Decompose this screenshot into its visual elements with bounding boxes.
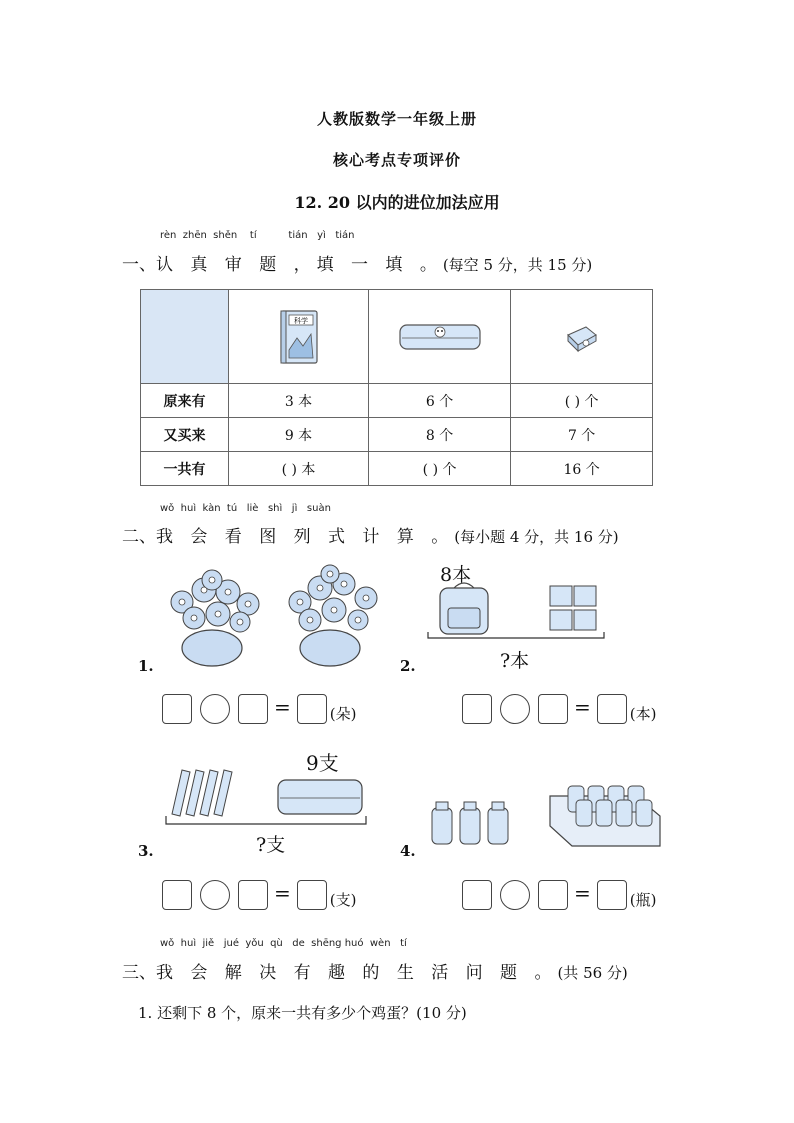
row-label: 一共有: [141, 452, 229, 486]
label-top: 8本: [440, 564, 472, 586]
flower-pots-illustration: [160, 562, 380, 668]
question-number: 1.: [138, 1004, 153, 1022]
row-label: 又买来: [141, 418, 229, 452]
answer-blank[interactable]: ( ) 个: [368, 452, 510, 486]
cell: 8 个: [368, 418, 510, 452]
book-label: 科学: [293, 316, 308, 325]
title-topic: 12. 20 以内的进位加法应用: [294, 193, 500, 212]
answer-box[interactable]: [297, 880, 327, 910]
section3-title: 我 会 解 决 有 趣 的 生 活 问 题 。: [156, 963, 558, 983]
answer-box[interactable]: [462, 880, 492, 910]
row-label: 原来有: [141, 384, 229, 418]
pencils-case-illustration: [160, 762, 375, 832]
section3-note: (共 56 分): [557, 964, 628, 982]
title-assessment: 核心考点专项评价: [332, 151, 461, 169]
section2-pinyin: wǒ huì kàn tú liè shì jì suàn: [160, 503, 331, 514]
equation-row-4: [462, 878, 656, 910]
equals-sign: =: [574, 695, 591, 719]
answer-box[interactable]: [597, 880, 627, 910]
equation-row-2: [462, 692, 656, 724]
answer-box[interactable]: [297, 694, 327, 724]
unit-label: (瓶): [629, 891, 657, 909]
answer-box[interactable]: [162, 694, 192, 724]
cell: 9 本: [229, 418, 369, 452]
operator-circle[interactable]: [500, 880, 530, 910]
problem-number: 1.: [138, 657, 154, 675]
section1-pinyin: rèn zhēn shěn tí tián yì tián: [160, 230, 355, 241]
equals-sign: =: [274, 881, 291, 905]
table-col-book: [229, 290, 369, 384]
label-bottom: ?本: [500, 650, 530, 672]
bottles-box-illustration: [426, 776, 666, 856]
section2-prefix: 二、: [122, 527, 156, 547]
question-text: 还剩下 8 个，原来一共有多少个鸡蛋？(10 分): [157, 1004, 467, 1022]
unit-label: (支): [329, 891, 357, 909]
answer-box[interactable]: [597, 694, 627, 724]
title-textbook: 人教版数学一年级上册: [316, 110, 477, 128]
problem-number: 3.: [138, 842, 154, 860]
table-col-pencilcase: [368, 290, 510, 384]
answer-blank[interactable]: ( ) 本: [229, 452, 369, 486]
answer-box[interactable]: [238, 694, 268, 724]
question-1: [138, 1002, 467, 1023]
section2-title: 我 会 看 图 列 式 计 算 。: [156, 527, 455, 547]
section1-title: 认 真 审 题 ，填 一 填 。: [156, 255, 443, 275]
sharpener-icon: [562, 321, 602, 353]
operator-circle[interactable]: [500, 694, 530, 724]
answer-blank[interactable]: ( ) 个: [511, 384, 653, 418]
equals-sign: =: [574, 881, 591, 905]
operator-circle[interactable]: [200, 880, 230, 910]
problem-number: 4.: [400, 842, 416, 860]
section1-prefix: 一、: [122, 255, 156, 275]
problem-number: 2.: [400, 657, 416, 675]
operator-circle[interactable]: [200, 694, 230, 724]
cell: 6 个: [368, 384, 510, 418]
unit-label: (朵): [329, 705, 357, 723]
section2-heading: [122, 522, 619, 547]
section1-heading: [122, 250, 592, 275]
table-col-sharpener: [511, 290, 653, 384]
equation-row-1: [162, 692, 356, 724]
equals-sign: =: [274, 695, 291, 719]
section3-prefix: 三、: [122, 963, 156, 983]
cell: 3 本: [229, 384, 369, 418]
answer-box[interactable]: [162, 880, 192, 910]
fill-table: [140, 289, 653, 486]
backpack-books-illustration: [424, 580, 614, 642]
label-bottom: ?支: [256, 834, 286, 856]
section1-note: (每空 5 分，共 15 分): [442, 256, 593, 274]
book-icon: [277, 308, 321, 366]
answer-box[interactable]: [462, 694, 492, 724]
answer-box[interactable]: [238, 880, 268, 910]
answer-box[interactable]: [538, 880, 568, 910]
equation-row-3: [162, 878, 356, 910]
unit-label: (本): [629, 705, 657, 723]
label-top: 9支: [306, 751, 339, 775]
section2-note: (每小题 4 分，共 16 分): [454, 528, 619, 546]
cell: 16 个: [511, 452, 653, 486]
section3-pinyin: wǒ huì jiě jué yǒu qù de shēng huó wèn tí: [160, 938, 407, 949]
section3-heading: [122, 958, 628, 983]
cell: 7 个: [511, 418, 653, 452]
pencil-case-icon: [397, 321, 483, 353]
answer-box[interactable]: [538, 694, 568, 724]
table-corner: [141, 290, 229, 384]
